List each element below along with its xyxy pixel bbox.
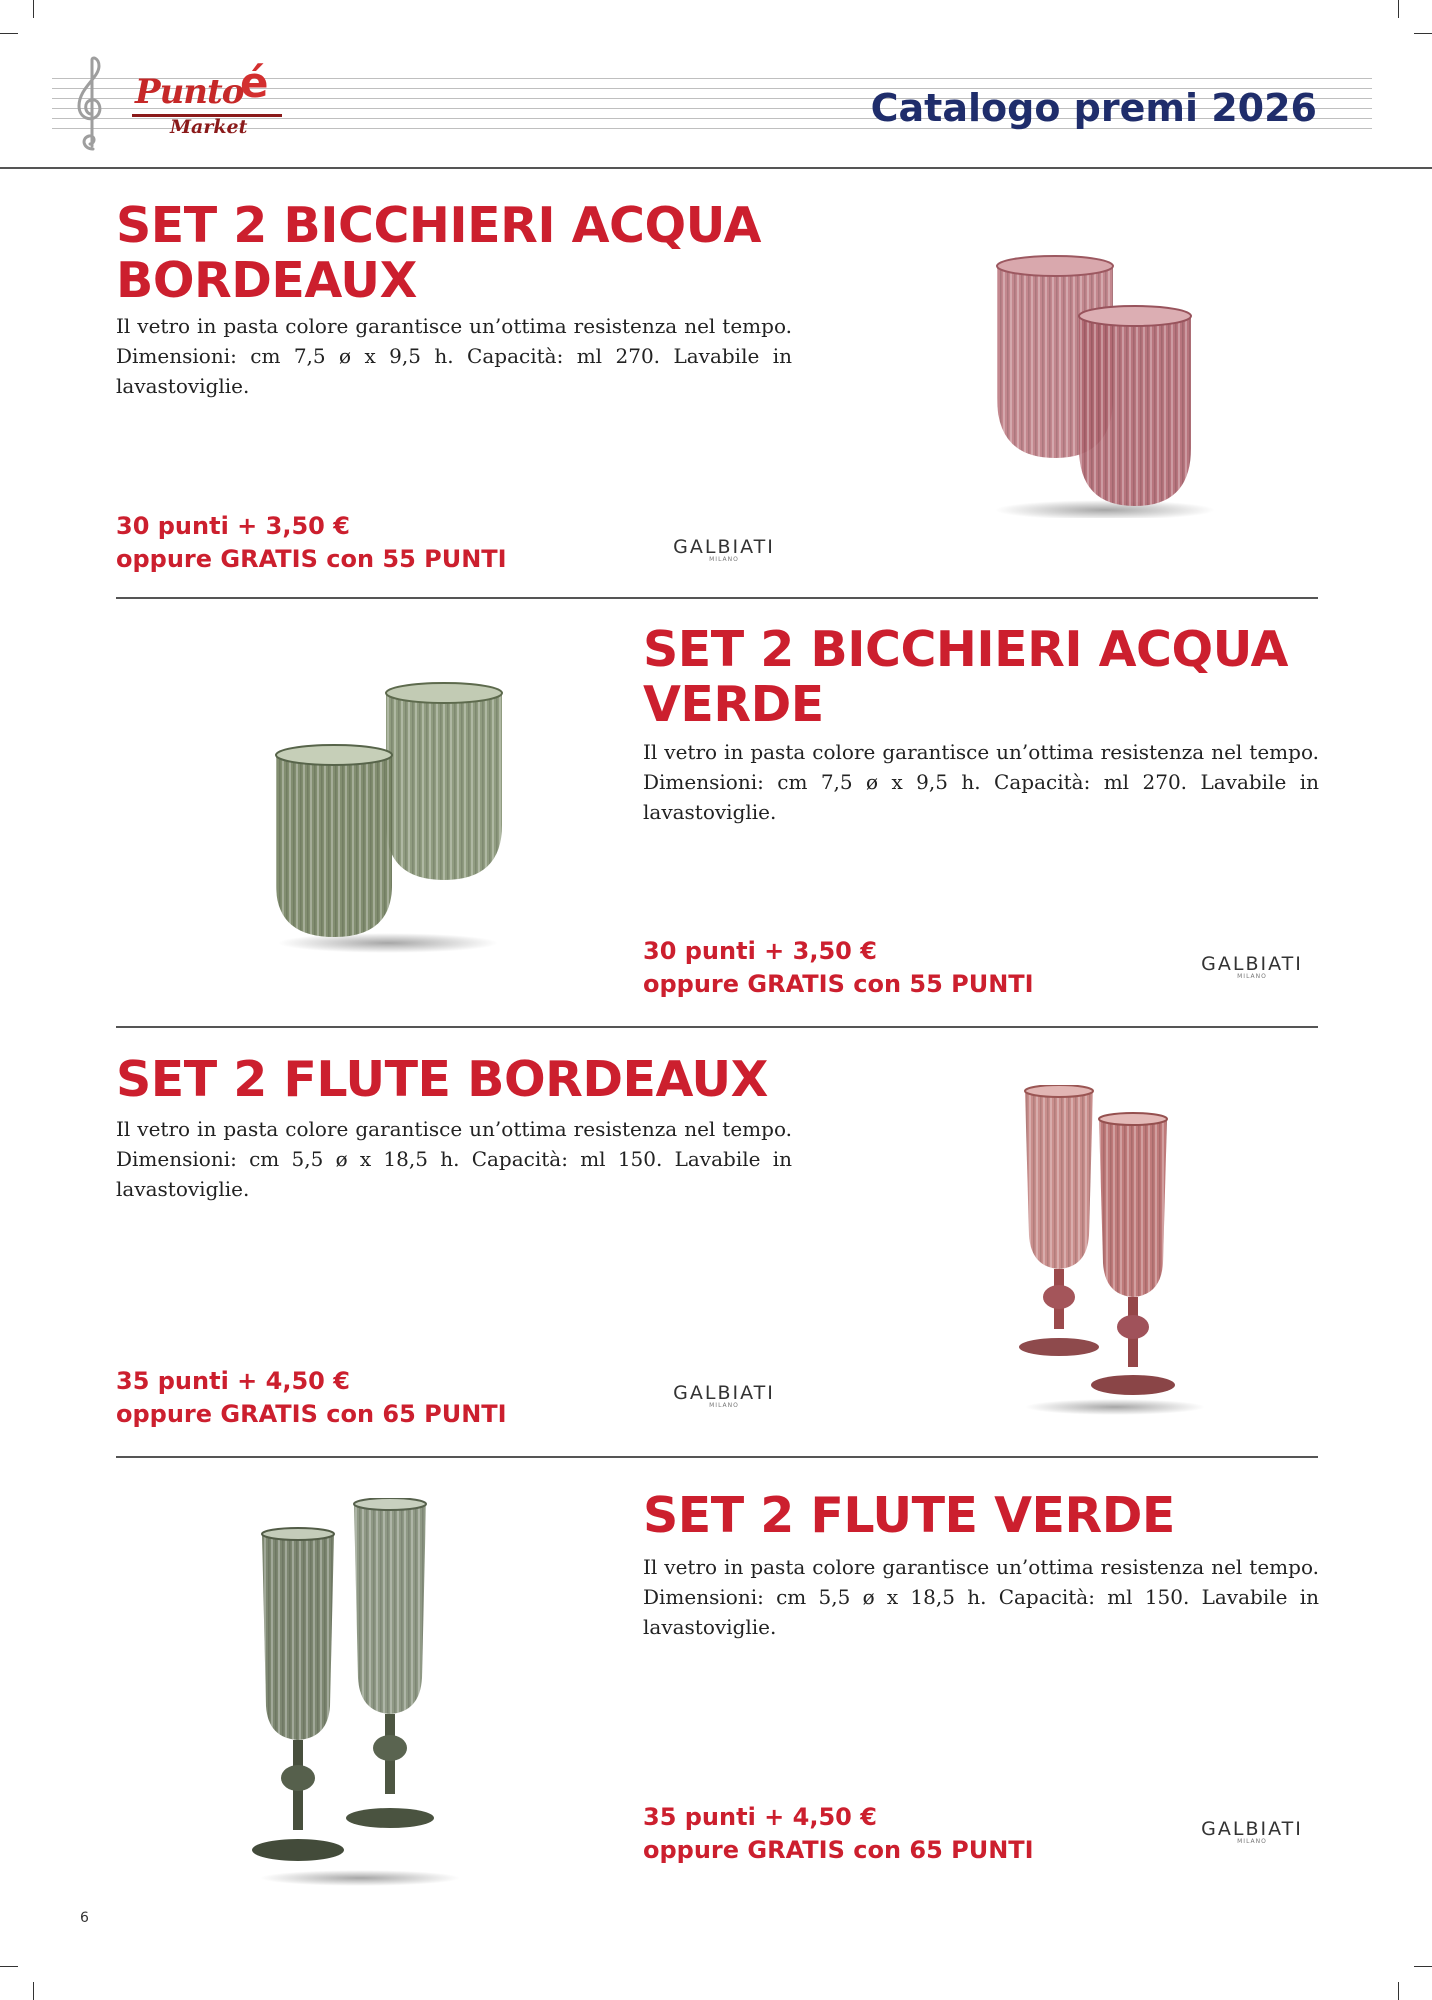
glass-shadow (995, 500, 1215, 518)
glass-front (1079, 306, 1191, 506)
brand-name: GALBIATI (673, 536, 775, 558)
product-description: Il vetro in pasta colore garantisce un’ottima resistenza nel tempo. Dimensioni: cm 5,5 ø x 18,5 h. Capacità: ml 150. Lavabile in lavastoviglie. (643, 1555, 1319, 1639)
product-title (643, 622, 1288, 732)
price-free: oppure GRATIS con 55 PUNTI (643, 970, 1034, 998)
catalog-title: Catalogo premi 2026 (870, 86, 1317, 130)
product-description: Il vetro in pasta colore garantisce un’ottima resistenza nel tempo. Dimensioni: cm 7,5 ø x 9,5 h. Capacità: ml 270. Lavabile in lavastoviglie. (116, 314, 792, 398)
product-title-line: SET 2 BICCHIERI ACQUA (116, 197, 761, 254)
flute-back (346, 1498, 434, 1828)
brand-city: MILANO (1237, 973, 1267, 980)
product-description: Il vetro in pasta colore garantisce un’ottima resistenza nel tempo. Dimensioni: cm 5,5 ø x 18,5 h. Capacità: ml 150. Lavabile in lavastoviglie. (116, 1117, 792, 1201)
brand-name: GALBIATI (1201, 953, 1303, 975)
product-title (116, 1052, 768, 1107)
glass-shadow (260, 1870, 460, 1886)
product-title-line: SET 2 BICCHIERI ACQUA (643, 621, 1288, 678)
green-flute-pair-icon (250, 1498, 470, 1888)
product-title (643, 1488, 1175, 1543)
logo-subtext: Market (170, 116, 248, 138)
logo-accent: é (240, 58, 269, 107)
price-free: oppure GRATIS con 55 PUNTI (116, 545, 507, 573)
logo-text: Punto (135, 72, 244, 112)
flute-front (1091, 1113, 1175, 1395)
glass-back (386, 683, 502, 880)
treble-clef-icon (65, 54, 115, 154)
bordeaux-tumbler-pair-icon (975, 248, 1235, 518)
product-price (116, 1365, 507, 1431)
glass-front (276, 745, 392, 937)
product-description: Il vetro in pasta colore garantisce un’ottima resistenza nel tempo. Dimensioni: cm 7,5 ø x 9,5 h. Capacità: ml 270. Lavabile in lavastoviglie. (643, 740, 1319, 824)
product-title-line: SET 2 FLUTE BORDEAUX (116, 1051, 768, 1108)
section-divider (116, 1456, 1318, 1458)
crop-mark (0, 1966, 18, 1967)
price-free: oppure GRATIS con 65 PUNTI (643, 1836, 1034, 1864)
page-header (0, 0, 1432, 170)
brand-logo[interactable] (50, 54, 290, 154)
price-points: 30 punti + 3,50 € (643, 937, 877, 965)
brand-logo-galbiati (654, 536, 794, 563)
glass-shadow (278, 933, 498, 953)
brand-city: MILANO (709, 556, 739, 563)
header-divider (0, 167, 1432, 169)
price-free: oppure GRATIS con 65 PUNTI (116, 1400, 507, 1428)
brand-logo-galbiati (654, 1382, 794, 1409)
product-price (643, 935, 1034, 1001)
brand-logo-galbiati (1182, 953, 1322, 980)
green-tumbler-pair-icon (268, 675, 538, 955)
price-points: 35 punti + 4,50 € (643, 1803, 877, 1831)
crop-mark (1398, 1982, 1399, 2000)
crop-mark (33, 1982, 34, 2000)
product-title-line: BORDEAUX (116, 252, 417, 309)
flute-back (1019, 1085, 1099, 1356)
crop-mark (1414, 1966, 1432, 1967)
brand-name: GALBIATI (673, 1382, 775, 1404)
section-divider (116, 1026, 1318, 1028)
brand-city: MILANO (709, 1402, 739, 1409)
product-price (116, 510, 507, 576)
product-price (643, 1801, 1034, 1867)
brand-logo-galbiati (1182, 1818, 1322, 1845)
price-points: 30 punti + 3,50 € (116, 512, 350, 540)
glass-shadow (1025, 1399, 1205, 1415)
section-divider (116, 597, 1318, 599)
product-title-line: VERDE (643, 676, 824, 733)
price-points: 35 punti + 4,50 € (116, 1367, 350, 1395)
page-number: 6 (80, 1910, 89, 1926)
flute-front (252, 1528, 344, 1861)
brand-name: GALBIATI (1201, 1818, 1303, 1840)
brand-city: MILANO (1237, 1838, 1267, 1845)
bordeaux-flute-pair-icon (1015, 1085, 1215, 1415)
product-title-line: SET 2 FLUTE VERDE (643, 1487, 1175, 1544)
product-title (116, 198, 761, 308)
